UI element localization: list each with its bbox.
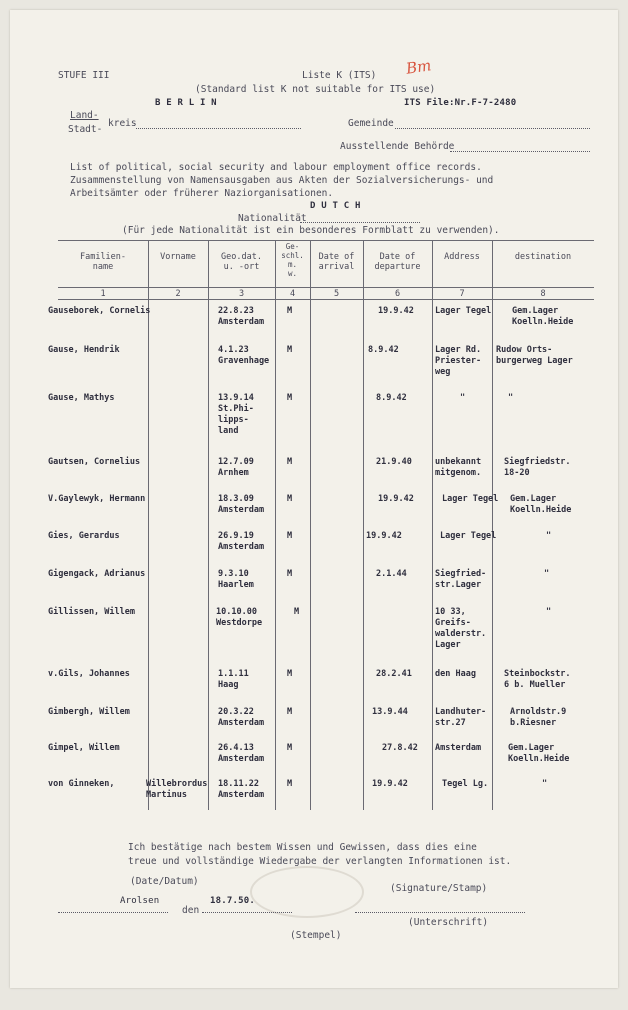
column-number: 6 bbox=[394, 289, 401, 299]
column-number: 5 bbox=[333, 289, 340, 299]
liste-title: Liste K (ITS) bbox=[302, 70, 377, 81]
cell-geburt: 9.3.10 Haarlem bbox=[218, 569, 254, 590]
table-numbers-border bbox=[58, 299, 594, 300]
behoerde-label: Ausstellende Behörde bbox=[340, 141, 455, 152]
table-header-border bbox=[58, 287, 594, 288]
date-field bbox=[202, 912, 292, 913]
column-number: 7 bbox=[459, 289, 465, 299]
file-reference: ITS File:Nr.F-7-2480 bbox=[404, 98, 517, 108]
place-value: Arolsen bbox=[120, 896, 160, 906]
cell-departure: 19.9.42 bbox=[372, 779, 408, 789]
column-divider bbox=[492, 240, 493, 810]
cell-geburt: 26.9.19 Amsterdam bbox=[218, 531, 265, 552]
cell-familienname: Gillissen, Willem bbox=[48, 607, 135, 617]
table-top-border bbox=[58, 240, 594, 241]
stadt-label: Stadt- bbox=[68, 124, 103, 135]
faded-stamp bbox=[250, 866, 364, 918]
cell-geschlecht: M bbox=[294, 607, 300, 617]
declaration-line-1: Ich bestätige nach bestem Wissen und Gewissen, dass dies eine bbox=[128, 842, 477, 853]
cell-departure: 13.9.44 bbox=[372, 707, 408, 717]
cell-address: Lager Tegel bbox=[442, 494, 499, 504]
cell-geschlecht: M bbox=[287, 779, 293, 789]
nationality-note: (Für jede Nationalität ist ein besonderes Formblatt zu verwenden). bbox=[122, 225, 500, 236]
cell-address: Amsterdam bbox=[435, 743, 482, 753]
cell-geburt: 10.10.00 Westdorpe bbox=[216, 607, 263, 628]
cell-destination: Rudow Orts- burgerweg Lager bbox=[496, 345, 573, 366]
cell-geschlecht: M bbox=[287, 743, 293, 753]
description-line-1: List of political, social security and labour employment office records. bbox=[70, 162, 482, 173]
cell-familienname: Gies, Gerardus bbox=[48, 531, 120, 541]
column-number: 4 bbox=[289, 289, 296, 299]
handwritten-mark: Bm bbox=[404, 56, 433, 78]
cell-familienname: von Ginneken, bbox=[48, 779, 115, 789]
signature-field bbox=[355, 912, 525, 913]
column-divider bbox=[275, 240, 276, 810]
cell-departure: 28.2.41 bbox=[376, 669, 412, 679]
cell-destination: Siegfriedstr. 18-20 bbox=[504, 457, 571, 478]
document-page bbox=[10, 10, 618, 988]
nationality-field bbox=[300, 222, 420, 223]
cell-geschlecht: M bbox=[287, 457, 293, 467]
cell-geschlecht: M bbox=[287, 707, 293, 717]
nationality-value: D U T C H bbox=[310, 201, 361, 211]
cell-address: den Haag bbox=[435, 669, 476, 679]
column-label: Ge- schl. m. w. bbox=[281, 242, 304, 278]
column-number: 8 bbox=[540, 289, 546, 299]
column-label: Date of arrival bbox=[318, 252, 355, 272]
cell-departure: 21.9.40 bbox=[376, 457, 412, 467]
cell-geburt: 26.4.13 Amsterdam bbox=[218, 743, 265, 764]
cell-geburt: 22.8.23 Amsterdam bbox=[218, 306, 265, 327]
cell-destination: Steinbockstr. 6 b. Mueller bbox=[504, 669, 571, 690]
cell-geburt: 18.11.22 Amsterdam bbox=[218, 779, 265, 800]
liste-subtitle: (Standard list K not suitable for ITS use) bbox=[195, 84, 436, 95]
cell-geburt: 20.3.22 Amsterdam bbox=[218, 707, 265, 728]
cell-destination: " bbox=[546, 531, 552, 541]
column-header-arrival bbox=[310, 252, 363, 272]
cell-destination: " bbox=[544, 569, 550, 579]
cell-departure: 2.1.44 bbox=[376, 569, 407, 579]
cell-vorname: Willebrordus Martinus bbox=[146, 779, 208, 800]
cell-arrival: 19.9.42 bbox=[366, 531, 402, 541]
column-number: 2 bbox=[175, 289, 181, 299]
column-number: 1 bbox=[100, 289, 106, 299]
column-label: Familien- name bbox=[79, 252, 127, 272]
cell-geburt: 12.7.09 Arnhem bbox=[218, 457, 254, 478]
cell-destination: " bbox=[546, 607, 552, 617]
cell-address: Siegfried- str.Lager bbox=[435, 569, 487, 590]
city-value: B E R L I N bbox=[155, 98, 217, 108]
cell-geburt: 4.1.23 Gravenhage bbox=[218, 345, 270, 366]
cell-departure: 27.8.42 bbox=[382, 743, 418, 753]
gemeinde-field bbox=[395, 128, 590, 129]
column-header-geburt bbox=[208, 252, 275, 272]
cell-departure: 8.9.42 bbox=[376, 393, 407, 403]
cell-address: " bbox=[460, 393, 466, 403]
column-label: Vorname bbox=[160, 252, 196, 262]
cell-geschlecht: M bbox=[287, 306, 293, 316]
nationality-label: Nationalität bbox=[238, 213, 307, 224]
unterschrift-label: (Unterschrift) bbox=[408, 917, 489, 928]
cell-geschlecht: M bbox=[287, 669, 293, 679]
stufe-label: STUFE III bbox=[58, 70, 110, 81]
cell-address: Landhuter- str.27 bbox=[435, 707, 487, 728]
column-divider bbox=[148, 240, 149, 810]
kreis-label: kreis bbox=[108, 118, 137, 129]
cell-geschlecht: M bbox=[287, 494, 293, 504]
cell-geschlecht: M bbox=[287, 393, 293, 403]
stempel-label: (Stempel) bbox=[290, 930, 342, 941]
cell-destination: " bbox=[508, 393, 514, 403]
column-header-departure bbox=[363, 252, 432, 272]
cell-familienname: Gause, Mathys bbox=[48, 393, 115, 403]
cell-geschlecht: M bbox=[287, 345, 293, 355]
cell-geburt: 1.1.11 Haag bbox=[218, 669, 249, 690]
cell-address: 10 33, Greifs- walderstr. Lager bbox=[435, 607, 487, 650]
column-header-destination bbox=[492, 252, 594, 262]
cell-address: Lager Rd. Priester- weg bbox=[435, 345, 482, 377]
column-header-address bbox=[432, 252, 492, 262]
cell-familienname: v.Gils, Johannes bbox=[48, 669, 130, 679]
cell-departure: 8.9.42 bbox=[368, 345, 399, 355]
cell-familienname: V.Gaylewyk, Hermann bbox=[48, 494, 146, 504]
column-divider bbox=[432, 240, 433, 810]
cell-familienname: Gimbergh, Willem bbox=[48, 707, 130, 717]
kreis-field bbox=[136, 128, 301, 129]
cell-geschlecht: M bbox=[287, 531, 293, 541]
cell-destination: " bbox=[542, 779, 548, 789]
land-label: Land- bbox=[70, 110, 99, 121]
cell-familienname: Gimpel, Willem bbox=[48, 743, 120, 753]
description-line-3: Arbeitsämter oder früherer Naziorganisationen. bbox=[70, 188, 334, 199]
column-header-familienname bbox=[58, 252, 148, 272]
date-value: 18.7.50. bbox=[210, 896, 255, 906]
cell-departure: 19.9.42 bbox=[378, 306, 414, 316]
column-divider bbox=[363, 240, 364, 810]
column-label: Geo.dat. u. -ort bbox=[221, 252, 262, 272]
cell-address: Tegel Lg. bbox=[442, 779, 489, 789]
gemeinde-label: Gemeinde bbox=[348, 118, 394, 129]
cell-familienname: Gause, Hendrik bbox=[48, 345, 120, 355]
column-label: Address bbox=[444, 252, 480, 262]
column-header-vorname bbox=[148, 252, 208, 262]
cell-address: unbekannt mitgenom. bbox=[435, 457, 482, 478]
cell-destination: Gem.Lager Koelln.Heide bbox=[510, 494, 572, 515]
column-label: destination bbox=[514, 252, 572, 262]
column-divider bbox=[310, 240, 311, 810]
cell-familienname: Gauseborek, Cornelis bbox=[48, 306, 151, 316]
date-label: (Date/Datum) bbox=[130, 876, 199, 887]
cell-departure: 19.9.42 bbox=[378, 494, 414, 504]
cell-destination: Gem.Lager Koelln.Heide bbox=[512, 306, 574, 327]
den-label: den bbox=[182, 905, 200, 916]
cell-address: Lager Tegel bbox=[440, 531, 497, 541]
column-label: Date of departure bbox=[374, 252, 421, 272]
description-line-2: Zusammenstellung von Namensausgaben aus Akten der Sozialversicherungs- und bbox=[70, 175, 494, 186]
column-header-geschlecht bbox=[275, 242, 310, 278]
cell-familienname: Gigengack, Adrianus bbox=[48, 569, 146, 579]
behoerde-field bbox=[450, 151, 590, 152]
cell-geburt: 18.3.09 Amsterdam bbox=[218, 494, 265, 515]
column-divider bbox=[208, 240, 209, 810]
column-number: 3 bbox=[238, 289, 245, 299]
declaration-line-2: treue und vollständige Wiedergabe der verlangten Informationen ist. bbox=[128, 856, 512, 867]
cell-address: Lager Tegel bbox=[435, 306, 492, 316]
cell-geschlecht: M bbox=[287, 569, 293, 579]
cell-destination: Gem.Lager Koelln.Heide bbox=[508, 743, 570, 764]
place-field bbox=[58, 912, 168, 913]
signature-label: (Signature/Stamp) bbox=[390, 883, 488, 894]
cell-destination: Arnoldstr.9 b.Riesner bbox=[510, 707, 567, 728]
cell-familienname: Gautsen, Cornelius bbox=[48, 457, 141, 467]
cell-geburt: 13.9.14 St.Phi- lipps- land bbox=[218, 393, 254, 436]
